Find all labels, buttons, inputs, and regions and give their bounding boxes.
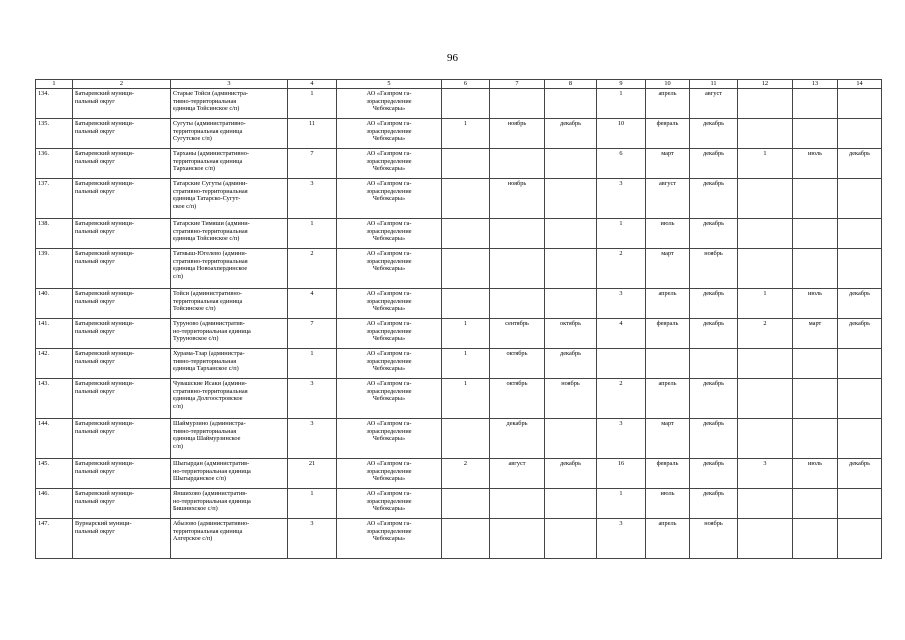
table-cell-col-12 <box>738 179 793 219</box>
table-cell-col-13: июль <box>793 289 838 319</box>
table-cell-col-5: АО «Газпром га- зораспределение Чебоксары» <box>337 179 442 219</box>
table-row <box>36 89 882 119</box>
table-cell-col-11: декабрь <box>690 319 738 349</box>
table-cell-col-6: 1 <box>442 319 490 349</box>
table-cell-col-14: декабрь <box>838 459 882 489</box>
table-cell-col-1: 144. <box>36 419 73 459</box>
table-cell-col-7: август <box>490 459 545 489</box>
table-cell-col-11: декабрь <box>690 459 738 489</box>
table-cell-col-11: ноябрь <box>690 249 738 289</box>
table-cell-col-9: 1 <box>597 89 646 119</box>
table-cell-col-13 <box>793 219 838 249</box>
table-cell-col-1: 135. <box>36 119 73 149</box>
header-cell: 3 <box>171 80 288 89</box>
table-row <box>36 219 882 249</box>
table-cell-col-3: Хурама-Тзар (администра- тивно-территориальная единица Тарханское с/п) <box>171 349 288 379</box>
table-cell-col-5: АО «Газпром га- зораспределение Чебоксары» <box>337 89 442 119</box>
table-row <box>36 489 882 519</box>
table-cell-col-10: февраль <box>646 459 690 489</box>
table-cell-col-11: декабрь <box>690 289 738 319</box>
table-cell-col-3: Старые Тойси (администра- тивно-территориальная единица Тойсинское с/п) <box>171 89 288 119</box>
table-cell-col-12 <box>738 89 793 119</box>
table-cell-col-7: декабрь <box>490 419 545 459</box>
table-row <box>36 519 882 559</box>
table-cell-col-7 <box>490 519 545 559</box>
page-number: 96 <box>447 52 458 64</box>
table-cell-col-4: 1 <box>288 489 337 519</box>
table-cell-col-14 <box>838 519 882 559</box>
table-cell-col-10: июль <box>646 489 690 519</box>
table-row <box>36 459 882 489</box>
table-cell-col-1: 142. <box>36 349 73 379</box>
table-cell-col-4: 2 <box>288 249 337 289</box>
table-cell-col-3: Татарские Сугуты (админи- стративно-территориальная единица Татарско-Сугут- ское с/п) <box>171 179 288 219</box>
table-cell-col-1: 145. <box>36 459 73 489</box>
table-cell-col-7 <box>490 249 545 289</box>
table-cell-col-2: Батыревский муници- пальный округ <box>73 319 171 349</box>
table-cell-col-1: 141. <box>36 319 73 349</box>
table-cell-col-3: Татарские Тимяши (админи- стративно-территориальная единица Тойсинское с/п) <box>171 219 288 249</box>
table-cell-col-12 <box>738 419 793 459</box>
table-cell-col-1: 146. <box>36 489 73 519</box>
table-cell-col-4: 1 <box>288 349 337 379</box>
table-cell-col-8 <box>545 219 597 249</box>
table-cell-col-2: Батыревский муници- пальный округ <box>73 249 171 289</box>
table-cell-col-11: ноябрь <box>690 519 738 559</box>
table-cell-col-11: декабрь <box>690 219 738 249</box>
table-row <box>36 249 882 289</box>
table-cell-col-13 <box>793 119 838 149</box>
table-cell-col-12 <box>738 379 793 419</box>
table-cell-col-4: 7 <box>288 319 337 349</box>
table-cell-col-14: декабрь <box>838 149 882 179</box>
table-cell-col-12 <box>738 519 793 559</box>
table-cell-col-4: 4 <box>288 289 337 319</box>
table-cell-col-7: октябрь <box>490 349 545 379</box>
table-cell-col-7: октябрь <box>490 379 545 419</box>
table-cell-col-6 <box>442 219 490 249</box>
table-cell-col-14 <box>838 219 882 249</box>
table-cell-col-7 <box>490 289 545 319</box>
table-cell-col-9: 1 <box>597 219 646 249</box>
table-cell-col-14 <box>838 179 882 219</box>
table-cell-col-12 <box>738 249 793 289</box>
table-cell-col-8 <box>545 179 597 219</box>
header-cell: 14 <box>838 80 882 89</box>
table-cell-col-7 <box>490 149 545 179</box>
table-cell-col-9 <box>597 349 646 379</box>
header-cell: 13 <box>793 80 838 89</box>
table-cell-col-13: июль <box>793 459 838 489</box>
table-cell-col-14 <box>838 489 882 519</box>
table-cell-col-6 <box>442 149 490 179</box>
table-cell-col-9: 3 <box>597 519 646 559</box>
table-cell-col-9: 16 <box>597 459 646 489</box>
table-cell-col-6 <box>442 289 490 319</box>
table-cell-col-7 <box>490 489 545 519</box>
table-cell-col-8 <box>545 149 597 179</box>
table-cell-col-8 <box>545 489 597 519</box>
table-cell-col-10: март <box>646 149 690 179</box>
table-cell-col-5: АО «Газпром га- зораспределение Чебоксары» <box>337 519 442 559</box>
table-cell-col-13 <box>793 249 838 289</box>
table-cell-col-13 <box>793 89 838 119</box>
table-cell-col-4: 3 <box>288 179 337 219</box>
gasification-schedule-table <box>35 79 882 559</box>
table-row <box>36 149 882 179</box>
table-cell-col-13 <box>793 379 838 419</box>
table-cell-col-6 <box>442 249 490 289</box>
table-cell-col-2: Батыревский муници- пальный округ <box>73 419 171 459</box>
table-cell-col-3: Татмыш-Югелево (админи- стративно-территориальная единица Новоахпердинское с/п) <box>171 249 288 289</box>
table-cell-col-13 <box>793 489 838 519</box>
table-row <box>36 379 882 419</box>
header-cell: 2 <box>73 80 171 89</box>
table-cell-col-2: Батыревский муници- пальный округ <box>73 219 171 249</box>
table-cell-col-10: апрель <box>646 289 690 319</box>
table-cell-col-6: 1 <box>442 349 490 379</box>
table-cell-col-7: ноябрь <box>490 119 545 149</box>
table-cell-col-3: Чувашские Исаки (админи- стративно-территориальная единица Долгоостровское с/п) <box>171 379 288 419</box>
header-cell: 12 <box>738 80 793 89</box>
table-cell-col-12: 1 <box>738 289 793 319</box>
table-cell-col-6 <box>442 419 490 459</box>
table-cell-col-1: 134. <box>36 89 73 119</box>
table-cell-col-2: Батыревский муници- пальный округ <box>73 379 171 419</box>
table-cell-col-8 <box>545 419 597 459</box>
header-cell: 7 <box>490 80 545 89</box>
table-cell-col-14 <box>838 119 882 149</box>
table-cell-col-8 <box>545 89 597 119</box>
table-cell-col-1: 147. <box>36 519 73 559</box>
header-cell: 5 <box>337 80 442 89</box>
table-cell-col-9: 2 <box>597 249 646 289</box>
header-cell: 6 <box>442 80 490 89</box>
table-cell-col-11 <box>690 349 738 379</box>
table-cell-col-3: Тарханы (административно- территориальная единица Тарханское с/п) <box>171 149 288 179</box>
table-cell-col-11: декабрь <box>690 179 738 219</box>
table-cell-col-6 <box>442 489 490 519</box>
table-cell-col-7 <box>490 219 545 249</box>
table-cell-col-8 <box>545 289 597 319</box>
table-cell-col-2: Батыревский муници- пальный округ <box>73 289 171 319</box>
table-cell-col-1: 136. <box>36 149 73 179</box>
table-cell-col-10: март <box>646 249 690 289</box>
table-cell-col-13 <box>793 349 838 379</box>
table-cell-col-2: Батыревский муници- пальный округ <box>73 149 171 179</box>
table-cell-col-12 <box>738 219 793 249</box>
table-cell-col-6 <box>442 89 490 119</box>
table-cell-col-1: 140. <box>36 289 73 319</box>
table-cell-col-12: 1 <box>738 149 793 179</box>
table-cell-col-5: АО «Газпром га- зораспределение Чебоксары» <box>337 119 442 149</box>
table-cell-col-8 <box>545 519 597 559</box>
table-cell-col-14 <box>838 349 882 379</box>
table-cell-col-3: Сугуты (административно- территориальная единица Сугутское с/п) <box>171 119 288 149</box>
table-cell-col-6: 2 <box>442 459 490 489</box>
table-cell-col-7: ноябрь <box>490 179 545 219</box>
table-cell-col-10: март <box>646 419 690 459</box>
table-cell-col-12: 3 <box>738 459 793 489</box>
table-cell-col-10: февраль <box>646 119 690 149</box>
table-cell-col-14 <box>838 419 882 459</box>
header-cell: 10 <box>646 80 690 89</box>
table-row <box>36 119 882 149</box>
table-cell-col-6: 1 <box>442 119 490 149</box>
table-cell-col-3: Шаймурзино (администра- тивно-территориальная единица Шаймурзинское с/п) <box>171 419 288 459</box>
table-row <box>36 419 882 459</box>
table-cell-col-2: Батыревский муници- пальный округ <box>73 349 171 379</box>
table-cell-col-5: АО «Газпром га- зораспределение Чебоксары» <box>337 459 442 489</box>
table-cell-col-9: 3 <box>597 289 646 319</box>
table-cell-col-6: 1 <box>442 379 490 419</box>
table-cell-col-14 <box>838 379 882 419</box>
table-cell-col-8: октябрь <box>545 319 597 349</box>
table-cell-col-3: Абызово (административно- территориальная единица Алгерское с/п) <box>171 519 288 559</box>
table-cell-col-5: АО «Газпром га- зораспределение Чебоксары» <box>337 289 442 319</box>
table-row <box>36 349 882 379</box>
table-cell-col-5: АО «Газпром га- зораспределение Чебоксары» <box>337 219 442 249</box>
table-cell-col-5: АО «Газпром га- зораспределение Чебоксары» <box>337 489 442 519</box>
table-cell-col-12: 2 <box>738 319 793 349</box>
table-cell-col-2: Батыревский муници- пальный округ <box>73 489 171 519</box>
table-cell-col-1: 137. <box>36 179 73 219</box>
table-cell-col-2: Вурнарский муници- пальный округ <box>73 519 171 559</box>
table-row <box>36 289 882 319</box>
table-cell-col-8: декабрь <box>545 119 597 149</box>
table-cell-col-7 <box>490 89 545 119</box>
table-cell-col-11: декабрь <box>690 119 738 149</box>
table-cell-col-2: Батыревский муници- пальный округ <box>73 89 171 119</box>
table-cell-col-13 <box>793 419 838 459</box>
table-cell-col-11: декабрь <box>690 149 738 179</box>
table-cell-col-14 <box>838 249 882 289</box>
table-cell-col-5: АО «Газпром га- зораспределение Чебоксары» <box>337 149 442 179</box>
table-cell-col-4: 3 <box>288 519 337 559</box>
table-cell-col-3: Тойси (административно- территориальная единица Тойсинское с/п) <box>171 289 288 319</box>
table-cell-col-9: 3 <box>597 179 646 219</box>
table-cell-col-12 <box>738 119 793 149</box>
table-cell-col-13: июль <box>793 149 838 179</box>
table-row <box>36 319 882 349</box>
table-cell-col-1: 143. <box>36 379 73 419</box>
table-cell-col-12 <box>738 349 793 379</box>
header-cell: 11 <box>690 80 738 89</box>
table-cell-col-9: 4 <box>597 319 646 349</box>
header-cell: 9 <box>597 80 646 89</box>
table-cell-col-11: декабрь <box>690 489 738 519</box>
table-cell-col-8: ноябрь <box>545 379 597 419</box>
table-cell-col-9: 3 <box>597 419 646 459</box>
table-cell-col-1: 138. <box>36 219 73 249</box>
table-cell-col-5: АО «Газпром га- зораспределение Чебоксары» <box>337 319 442 349</box>
table-cell-col-8: декабрь <box>545 349 597 379</box>
table-cell-col-10: апрель <box>646 379 690 419</box>
table-cell-col-10: февраль <box>646 319 690 349</box>
table-cell-col-6 <box>442 179 490 219</box>
table-cell-col-13 <box>793 519 838 559</box>
table-cell-col-9: 2 <box>597 379 646 419</box>
table-cell-col-13 <box>793 179 838 219</box>
table-cell-col-6 <box>442 519 490 559</box>
table-cell-col-14 <box>838 89 882 119</box>
table-cell-col-2: Батыревский муници- пальный округ <box>73 179 171 219</box>
table-cell-col-14: декабрь <box>838 319 882 349</box>
table-cell-col-5: АО «Газпром га- зораспределение Чебоксары» <box>337 249 442 289</box>
table-cell-col-11: декабрь <box>690 379 738 419</box>
table-cell-col-8: декабрь <box>545 459 597 489</box>
table-cell-col-5: АО «Газпром га- зораспределение Чебоксары» <box>337 419 442 459</box>
table-cell-col-4: 11 <box>288 119 337 149</box>
table-cell-col-4: 3 <box>288 419 337 459</box>
table-cell-col-4: 7 <box>288 149 337 179</box>
table-cell-col-4: 1 <box>288 89 337 119</box>
table-cell-col-10: август <box>646 179 690 219</box>
table-cell-col-8 <box>545 249 597 289</box>
header-cell: 8 <box>545 80 597 89</box>
table-cell-col-10: апрель <box>646 519 690 559</box>
table-cell-col-4: 1 <box>288 219 337 249</box>
table-cell-col-10 <box>646 349 690 379</box>
table-cell-col-2: Батыревский муници- пальный округ <box>73 459 171 489</box>
table-cell-col-10: апрель <box>646 89 690 119</box>
table-header-row <box>36 80 882 89</box>
table-cell-col-12 <box>738 489 793 519</box>
table-cell-col-2: Батыревский муници- пальный округ <box>73 119 171 149</box>
table-cell-col-3: Шыгырдан (административ- но-территориальная единица Шыгырданское с/п) <box>171 459 288 489</box>
table-cell-col-11: декабрь <box>690 419 738 459</box>
table-cell-col-5: АО «Газпром га- зораспределение Чебоксары» <box>337 379 442 419</box>
table-cell-col-9: 10 <box>597 119 646 149</box>
table-cell-col-3: Туруново (административ- но-территориальная единица Туруновское с/п) <box>171 319 288 349</box>
table-cell-col-14: декабрь <box>838 289 882 319</box>
table-row <box>36 179 882 219</box>
table-cell-col-3: Яншихово (административ- но-территориальная единица Бишнихское с/п) <box>171 489 288 519</box>
table-cell-col-4: 21 <box>288 459 337 489</box>
header-cell: 1 <box>36 80 73 89</box>
table-cell-col-1: 139. <box>36 249 73 289</box>
table-cell-col-5: АО «Газпром га- зораспределение Чебоксары» <box>337 349 442 379</box>
table-cell-col-11: август <box>690 89 738 119</box>
table-cell-col-7: сентябрь <box>490 319 545 349</box>
table-cell-col-9: 1 <box>597 489 646 519</box>
header-cell: 4 <box>288 80 337 89</box>
table-cell-col-10: июль <box>646 219 690 249</box>
table-cell-col-4: 3 <box>288 379 337 419</box>
table-cell-col-13: март <box>793 319 838 349</box>
table-cell-col-9: 6 <box>597 149 646 179</box>
